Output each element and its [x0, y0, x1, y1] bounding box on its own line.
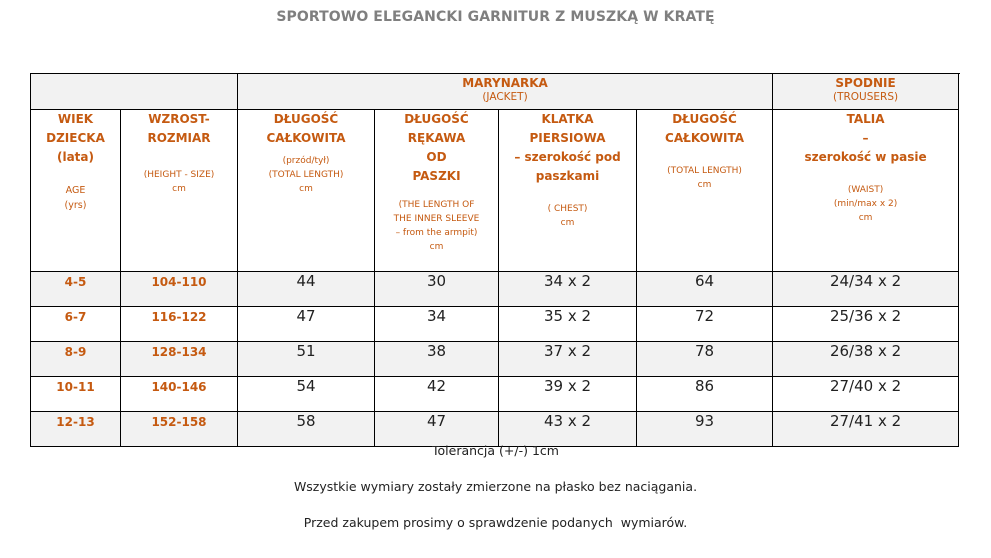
header-jacket-length-sub2: (TOTAL LENGTH): [268, 170, 344, 180]
cell-chest: 34 x 2: [499, 272, 637, 307]
header-height-sub2: cm: [172, 184, 186, 194]
cell-jacket-length: 51: [238, 342, 375, 377]
header-chest-line4: paszkami: [535, 169, 600, 183]
check-note: Przed zakupem prosimy o sprawdzenie podanych wymiarów.: [303, 515, 688, 530]
cell-age: 4-5: [31, 272, 121, 307]
cell-chest: 35 x 2: [499, 307, 637, 342]
cell-sleeve: 34: [375, 307, 499, 342]
measurement-note: Wszystkie wymiary zostały zmierzone na płasko bez naciągania.: [293, 479, 698, 494]
cell-waist: 27/41 x 2: [773, 412, 959, 447]
cell-chest: 37 x 2: [499, 342, 637, 377]
table-row: [31, 342, 959, 377]
table-row: [31, 412, 959, 447]
header-height-sub1: (HEIGHT - SIZE): [143, 170, 215, 180]
cell-age: 8-9: [31, 342, 121, 377]
cell-sleeve: 42: [375, 377, 499, 412]
header-waist-line2: –: [862, 131, 869, 145]
cell-age: 10-11: [31, 377, 121, 412]
cell-waist: 24/34 x 2: [773, 272, 959, 307]
header-sleeve: [375, 110, 499, 272]
size-table: [30, 73, 959, 447]
header-chest: [499, 110, 637, 272]
cell-height: 104-110: [121, 272, 238, 307]
header-jacket-length-sub1: (przód/tył): [282, 156, 330, 166]
cell-sleeve: 30: [375, 272, 499, 307]
header-height-line1: WZROST-: [148, 112, 210, 126]
group-empty-cell: [31, 74, 238, 110]
group-trousers: [773, 74, 959, 110]
cell-waist: 25/36 x 2: [773, 307, 959, 342]
header-age: [31, 110, 121, 272]
group-trousers-label: SPODNIE: [835, 76, 896, 90]
header-trouser-length-sub1: (TOTAL LENGTH): [667, 166, 742, 176]
table-row: [31, 272, 959, 307]
header-sleeve-line1: DŁUGOŚĆ: [404, 112, 469, 126]
header-height-line2: ROZMIAR: [147, 131, 211, 145]
header-chest-line3: – szerokość pod: [514, 150, 621, 164]
header-waist-sub3: cm: [858, 213, 873, 223]
cell-sleeve: 47: [375, 412, 499, 447]
header-chest-sub1: ( CHEST): [547, 204, 588, 214]
cell-trouser-length: 93: [637, 412, 773, 447]
cell-age: 12-13: [31, 412, 121, 447]
header-age-line1: WIEK: [57, 112, 94, 126]
header-waist-sub1: (WAIST): [847, 185, 884, 195]
header-jacket-length-line1: DŁUGOŚĆ: [273, 112, 339, 126]
page-title: SPORTOWO ELEGANCKI GARNITUR Z MUSZKĄ W KRATĘ: [276, 9, 715, 25]
header-age-line2: DZIECKA: [46, 131, 105, 145]
header-waist: [773, 110, 959, 272]
cell-jacket-length: 58: [238, 412, 375, 447]
cell-age: 6-7: [31, 307, 121, 342]
group-header-row: [31, 74, 959, 110]
cell-trouser-length: 64: [637, 272, 773, 307]
cell-jacket-length: 47: [238, 307, 375, 342]
header-sleeve-sub3: – from the armpit): [395, 228, 478, 238]
cell-jacket-length: 44: [238, 272, 375, 307]
header-trouser-length: [637, 110, 773, 272]
group-jacket-label: MARYNARKA: [462, 76, 548, 90]
cell-waist: 26/38 x 2: [773, 342, 959, 377]
cell-waist: 27/40 x 2: [773, 377, 959, 412]
header-waist-line1: TALIA: [846, 112, 885, 126]
group-trousers-sub: (TROUSERS): [832, 91, 899, 103]
header-sleeve-sub1: (THE LENGTH OF: [398, 200, 475, 210]
tolerance-note: Tolerancja (+/-) 1cm: [432, 443, 559, 458]
cell-height: 128-134: [121, 342, 238, 377]
header-age-sub2: (yrs): [64, 200, 87, 211]
header-age-sub1: AGE: [65, 185, 86, 196]
header-trouser-length-line2: CAŁKOWITA: [665, 131, 745, 145]
cell-sleeve: 38: [375, 342, 499, 377]
header-jacket-length-sub3: cm: [299, 184, 313, 194]
header-trouser-length-line1: DŁUGOŚĆ: [672, 112, 737, 126]
header-waist-sub2: (min/max x 2): [833, 199, 898, 209]
header-height: [121, 110, 238, 272]
table-row: [31, 377, 959, 412]
cell-trouser-length: 86: [637, 377, 773, 412]
cell-chest: 43 x 2: [499, 412, 637, 447]
header-sleeve-sub4: cm: [429, 242, 444, 252]
cell-jacket-length: 54: [238, 377, 375, 412]
header-sleeve-line2: RĘKAWA: [407, 131, 466, 145]
group-jacket-sub: (JACKET): [482, 91, 528, 103]
cell-height: 116-122: [121, 307, 238, 342]
header-jacket-length-line2: CAŁKOWITA: [266, 131, 346, 145]
group-jacket: [238, 74, 773, 110]
header-waist-line3: szerokość w pasie: [804, 150, 927, 164]
cell-height: 152-158: [121, 412, 238, 447]
header-chest-line2: PIERSIOWA: [529, 131, 606, 145]
cell-trouser-length: 78: [637, 342, 773, 377]
header-trouser-length-sub2: cm: [697, 180, 712, 190]
header-jacket-length: [238, 110, 375, 272]
header-sleeve-sub2: THE INNER SLEEVE: [393, 214, 480, 224]
header-chest-line1: KLATKA: [541, 112, 594, 126]
cell-chest: 39 x 2: [499, 377, 637, 412]
cell-height: 140-146: [121, 377, 238, 412]
header-chest-sub2: cm: [560, 218, 575, 228]
column-header-row: [31, 110, 959, 272]
header-age-line3: (lata): [56, 150, 94, 164]
table-row: [31, 307, 959, 342]
header-sleeve-line3: OD: [426, 150, 447, 164]
cell-trouser-length: 72: [637, 307, 773, 342]
header-sleeve-line4: PASZKI: [412, 169, 461, 183]
